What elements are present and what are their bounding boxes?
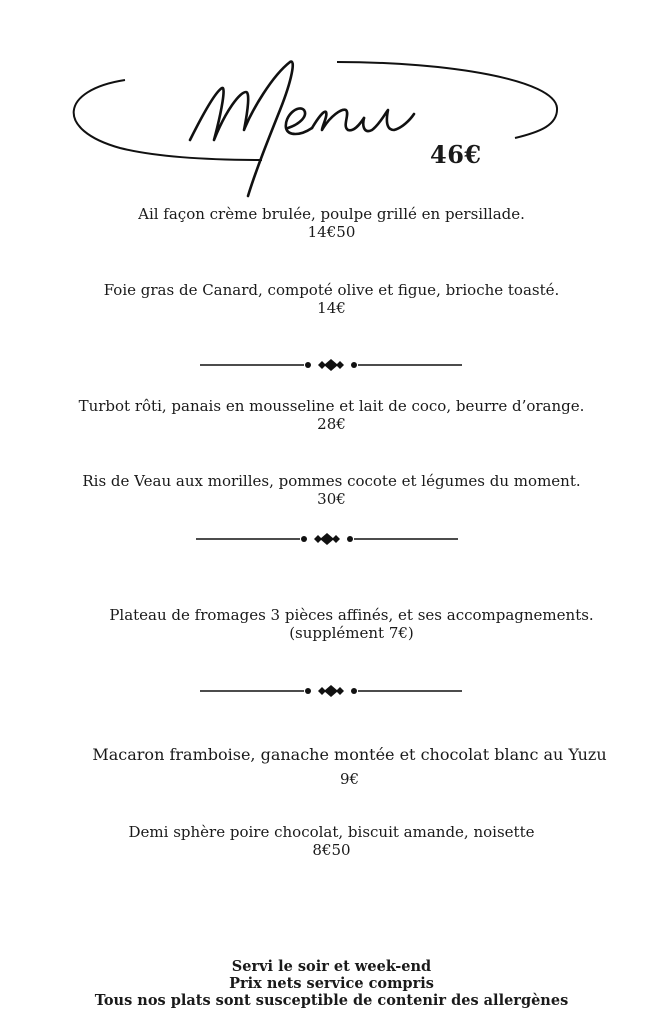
dish-name: Ris de Veau aux morilles, pommes cocote et légumes du moment.	[82, 472, 581, 490]
dish-name: Demi sphère poire chocolat, biscuit amande, noisette	[128, 823, 535, 841]
dish-item	[0, 823, 663, 859]
dish-name: Foie gras de Canard, compoté olive et figue, brioche toasté.	[103, 281, 560, 299]
ornamental-divider	[198, 358, 464, 372]
menu-title-decoration	[0, 0, 663, 210]
dish-price: 14€50	[307, 223, 356, 241]
ornamental-divider	[194, 532, 460, 546]
dish-item	[18, 743, 663, 791]
dish-name: Ail façon crème brulée, poulpe grillé en persillade.	[138, 205, 525, 223]
dish-price: 28€	[317, 415, 346, 433]
swoosh-right-arc	[337, 62, 557, 138]
footer-line-allergens: Tous nos plats sont susceptible de contenir des allergènes	[94, 992, 569, 1009]
dish-item	[20, 606, 663, 642]
dish-price: 30€	[317, 490, 346, 508]
dish-item	[0, 281, 663, 317]
ornamental-divider	[198, 684, 464, 698]
menu-price: 46€	[430, 140, 482, 169]
dish-price: 14€	[317, 299, 346, 317]
dish-item	[0, 472, 663, 508]
footer-line-service: Servi le soir et week-end	[231, 958, 432, 975]
dish-name: Macaron framboise, ganache montée et chocolat blanc au Yuzu	[92, 745, 607, 764]
dish-price: 9€	[339, 770, 360, 788]
swoosh-left-arc	[74, 80, 262, 160]
footer-line-prices: Prix nets service compris	[229, 975, 434, 992]
dish-item	[0, 205, 663, 241]
menu-footer	[0, 958, 663, 1009]
dish-name: Turbot rôti, panais en mousseline et lait de coco, beurre d’orange.	[78, 397, 585, 415]
dish-item	[0, 397, 663, 433]
dish-price: (supplément 7€)	[289, 624, 414, 642]
dish-name: Plateau de fromages 3 pièces affinés, et ses accompagnements.	[109, 606, 594, 624]
menu-script-title	[190, 62, 414, 196]
dish-price: 8€50	[312, 841, 351, 859]
